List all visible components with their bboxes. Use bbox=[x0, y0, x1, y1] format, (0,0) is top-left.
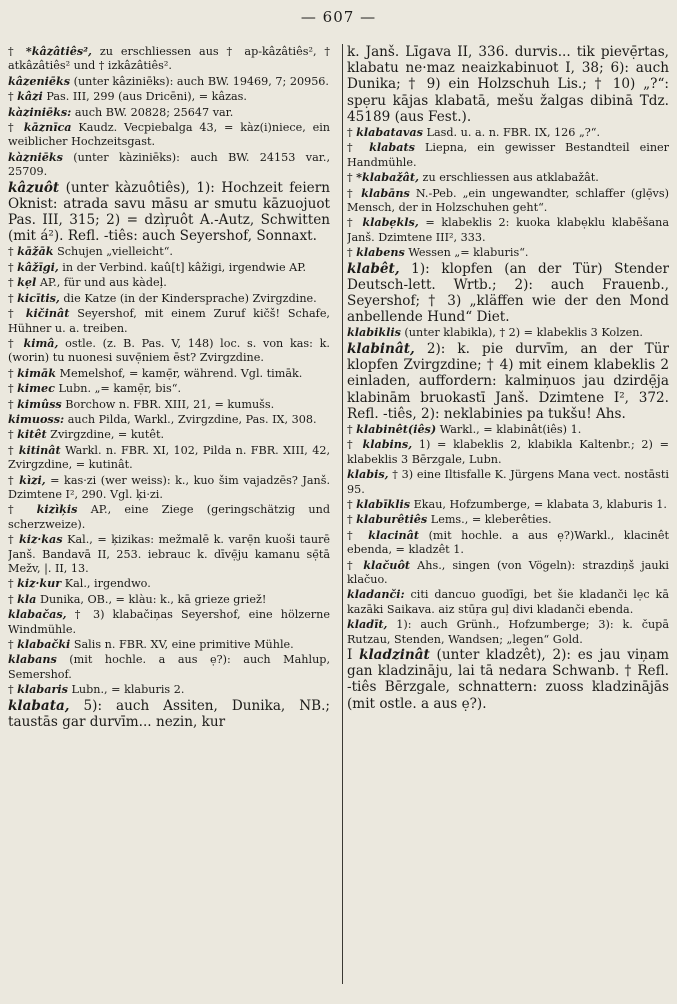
entry-body: † 3) eine Iltisfalle K. Jürgens Mana vect. nostāsti 95. bbox=[347, 468, 669, 496]
dictionary-entry bbox=[347, 528, 669, 558]
entry-body: (unter kâziniēks): auch BW. 19469, 7; 20956. bbox=[70, 74, 329, 88]
entry-marker: † bbox=[347, 246, 357, 260]
entry-marker: † bbox=[8, 45, 26, 58]
entry-headword: kimec bbox=[17, 381, 55, 396]
entry-headword: klabinêt(iês) bbox=[356, 421, 437, 436]
entry-marker: † bbox=[347, 141, 370, 155]
entry-body: (mit hochle. a aus ẹ?)Warkl., klacinêt ebenda, = kladzêt 1. bbox=[347, 528, 669, 557]
entry-body: (unter klabikla), † 2) = klabeklis 3 Kolzen. bbox=[400, 326, 643, 340]
entry-body: N.-Peb. „ein ungewandter, schlaffer (glẹ̄vs) Mensch, der in Holzschuhen geht“. bbox=[347, 186, 669, 215]
entry-headword: klabins, bbox=[362, 437, 413, 452]
entry-body: Ekau, Hofzumberge, = klabata 3, klaburis 1. bbox=[410, 497, 667, 511]
entry-headword: klacinât bbox=[368, 527, 420, 542]
entry-headword: kìzi, bbox=[19, 472, 46, 487]
entry-headword: kladīt, bbox=[347, 617, 388, 632]
entry-headword: kẹl bbox=[17, 275, 37, 290]
entry-headword: kâzuôt bbox=[8, 179, 60, 196]
entry-headword: klabački bbox=[17, 637, 71, 652]
dictionary-entry bbox=[8, 698, 330, 730]
dictionary-entry bbox=[8, 532, 330, 576]
entry-marker: † bbox=[8, 276, 18, 290]
dictionary-entry bbox=[8, 637, 330, 652]
entry-headword: kladzinât bbox=[359, 647, 430, 663]
entry-headword: klabačas, bbox=[8, 607, 67, 622]
entry-body: = kas·zi (wer weiss): k., kuo šim vajadzēs? Janš. Dzimtene I², 290. Vgl. ķi·zi. bbox=[8, 473, 330, 501]
entry-headword: kla bbox=[17, 591, 37, 606]
entry-body: Lubn. „= kamẹ̄r, bis“. bbox=[54, 382, 181, 396]
entry-headword: kâzi bbox=[17, 89, 43, 104]
entry-marker: † bbox=[8, 443, 19, 457]
entry-body: † 3) klabačiņas Seyershof, eine hölzerne Windmühle. bbox=[8, 608, 330, 636]
dictionary-entry bbox=[347, 261, 669, 326]
entry-marker: † bbox=[8, 397, 18, 411]
dictionary-entry bbox=[8, 120, 330, 150]
dictionary-entry bbox=[347, 587, 669, 617]
entry-body: Warkl., = klabinât(iês) 1. bbox=[436, 422, 582, 436]
entry-headword: kàziniēks: bbox=[8, 104, 72, 119]
entry-body: Memelshof, = kamẹ̄r, während. Vgl. timāk. bbox=[56, 366, 303, 380]
entry-headword: kimuoss: bbox=[8, 411, 65, 426]
dictionary-entry bbox=[8, 244, 330, 259]
dictionary-entry bbox=[347, 186, 669, 216]
entry-marker: † bbox=[8, 260, 18, 274]
entry-marker: † bbox=[8, 428, 18, 442]
entry-marker: † bbox=[347, 422, 357, 436]
entry-body: (unter kladzêt), 2): es jau viņam gan kladzināju, lai tā nedara Schwanb. † Refl. -tiês Bērzgale, schnattern: zuoss kladzinājās (mit ostle. a aus ẹ?). bbox=[347, 647, 669, 712]
entry-headword: kimûss bbox=[17, 396, 62, 411]
dictionary-entry bbox=[347, 437, 669, 467]
dictionary-entry bbox=[8, 150, 330, 180]
entry-body: Warkl. n. FBR. XI, 102, Pilda n. FBR. XIII, 42, Zvirgzdine, = kutinât. bbox=[8, 443, 330, 472]
entry-marker: † bbox=[8, 336, 24, 350]
dictionary-entry bbox=[347, 325, 669, 340]
entry-body: Liepna, ein gewisser Bestandteil einer Handmühle. bbox=[347, 141, 669, 169]
entry-marker: † bbox=[347, 216, 363, 230]
dictionary-entry bbox=[8, 275, 330, 290]
entry-headword: klaburêtiês bbox=[356, 512, 428, 527]
dictionary-entry bbox=[347, 140, 669, 170]
dictionary-entry bbox=[8, 502, 330, 532]
dictionary-entry bbox=[347, 558, 669, 588]
entry-body: k. Janš. Līgava II, 336. durvis... tik pievẹ̄rtas, klabatu ne·maz neaizkabinuot I, 38; 6): auch Dunika; † 9) ein Holzschuh Lis.; † 10) „?“: spẹru kājas klabatā, mešu žalgas dibinā Tdz. 45189 (aus Fest.). bbox=[347, 44, 669, 125]
dictionary-entry bbox=[8, 381, 330, 396]
entry-headword: *kâzâtiês², bbox=[25, 44, 92, 58]
dictionary-entry bbox=[347, 215, 669, 245]
dictionary-entry bbox=[8, 652, 330, 682]
entry-marker: † bbox=[347, 186, 362, 200]
column-divider bbox=[342, 44, 343, 984]
dictionary-entry bbox=[8, 336, 330, 366]
entry-body: auch Pilda, Warkl., Zvirgzdine, Pas. IX, 308. bbox=[64, 412, 317, 426]
entry-headword: kāžāk bbox=[17, 244, 54, 259]
dictionary-entry bbox=[347, 512, 669, 527]
entry-body: (unter kàzuôtiês), 1): Hochzeit feiern Oknist: atrada savu māsu ar smutu kāzuojuot Pas. III, 315; 2) = dzìŗuôt A.-Autz, Schwitten (mit á²). Refl. -tiês: auch Seyershof, Sonnaxt. bbox=[8, 179, 330, 245]
entry-marker: † bbox=[8, 121, 24, 135]
dictionary-entry bbox=[347, 125, 669, 140]
entry-body: Schujen „vielleicht“. bbox=[53, 245, 173, 259]
dictionary-entry bbox=[8, 473, 330, 503]
dictionary-entry bbox=[8, 291, 330, 306]
entry-body: Seyershof, mit einem Zuruf kičš! Schafe, Hühner u. a. treiben. bbox=[8, 307, 330, 335]
page-number: — 607 — bbox=[300, 8, 377, 26]
dictionary-entry bbox=[347, 497, 669, 512]
entry-body: Lems., = kleberêties. bbox=[427, 513, 552, 527]
entry-marker: † bbox=[8, 366, 18, 380]
dictionary-entry bbox=[347, 245, 669, 260]
entry-body: Salis n. FBR. XV, eine primitive Mühle. bbox=[70, 638, 294, 652]
dictionary-entry bbox=[8, 443, 330, 473]
entry-headword: klačuôt bbox=[363, 557, 411, 572]
entry-marker: † bbox=[347, 438, 363, 452]
entry-marker: † bbox=[8, 503, 37, 517]
entry-headword: kàzniēks bbox=[8, 149, 63, 164]
dictionary-entry bbox=[347, 422, 669, 437]
dictionary-entry bbox=[8, 105, 330, 120]
dictionary-entry bbox=[8, 74, 330, 89]
entry-headword: klabens bbox=[356, 245, 405, 260]
entry-headword: klabats bbox=[369, 140, 415, 155]
dictionary-entry bbox=[8, 44, 330, 74]
entry-headword: kâzeniēks bbox=[8, 73, 71, 88]
entry-headword: kāznīca bbox=[23, 120, 72, 135]
entry-body: AP., für und aus kàdeļ. bbox=[36, 276, 167, 290]
dictionary-entry bbox=[8, 366, 330, 381]
entry-headword: kiz·kas bbox=[19, 532, 63, 547]
entry-headword: kimāk bbox=[17, 365, 56, 380]
entry-body: 1) = klabeklis 2, klabikla Kaltenbr.; 2) = klabeklis 3 Bērzgale, Lubn. bbox=[347, 438, 669, 466]
left-column bbox=[8, 44, 330, 730]
entry-headword: klabêt, bbox=[347, 260, 400, 277]
dictionary-entry bbox=[8, 607, 330, 637]
dictionary-entry bbox=[8, 412, 330, 427]
dictionary-entry bbox=[347, 341, 669, 422]
entry-marker: † bbox=[8, 291, 18, 305]
entry-body: in der Verbind. kaû[t] kâžigi, irgendwie AP. bbox=[58, 260, 307, 274]
entry-headword: klabinât, bbox=[347, 340, 415, 357]
dictionary-entry bbox=[8, 180, 330, 245]
entry-body: 2): k. pie durvīm, an der Tür klopfen Zvirgzdine; † 4) mit einem klabeklis 2 einladen, auffordern: kalmiņuos jau dzirdẹ̄ja klabinām bruokastī Janš. Dzimtene I², 372. Refl. -tiês, 2): neklabinies pa tukšu! Ahs. bbox=[347, 340, 669, 422]
dictionary-entry bbox=[347, 44, 669, 125]
entry-headword: kičinât bbox=[25, 306, 70, 321]
entry-body: ostle. (z. B. Pas. V, 148) loc. s. von kas: k. (worin) tu nuonesi suvẹ̄niem ēst? Zvirgzdine. bbox=[8, 336, 330, 365]
dictionary-entry bbox=[8, 306, 330, 336]
entry-body: zu erschliessen aus atklabažât. bbox=[419, 171, 599, 185]
dictionary-entry bbox=[347, 647, 669, 712]
entry-headword: klabaris bbox=[17, 682, 68, 697]
entry-body: zu erschliessen aus † ap-kâzâtiês², † atkâzâtiês² und † izkâzâtiês². bbox=[8, 45, 330, 73]
entry-headword: klabiklis bbox=[347, 325, 401, 340]
entry-body: Ahs., singen (von Vögeln): strazdiņš jauki klačuo. bbox=[347, 558, 669, 586]
entry-headword: kitinât bbox=[18, 442, 61, 457]
entry-body: Wessen „= klaburis“. bbox=[404, 246, 529, 260]
dictionary-entry bbox=[347, 467, 669, 497]
entry-marker: † bbox=[8, 533, 20, 547]
entry-marker: † bbox=[8, 592, 18, 606]
entry-headword: klabẹkls, bbox=[362, 215, 419, 230]
entry-body: Borchow n. FBR. XIII, 21, = kumušs. bbox=[61, 397, 275, 411]
entry-headword: klabis, bbox=[347, 467, 389, 482]
entry-headword: kimâ, bbox=[23, 335, 59, 350]
entry-marker: † bbox=[8, 473, 20, 487]
entry-body: auch BW. 20828; 25647 var. bbox=[71, 105, 234, 119]
entry-body: Kal., = ķizikas: mežmalē k. varẹ̄n kuoši taurē Janš. Bandavā II, 253. iebrauc k. dīvẹ̄ju kamanu sẹ̄tā Mežv, |. II, 13. bbox=[8, 533, 330, 575]
entry-headword: kicītis, bbox=[17, 290, 60, 305]
entry-marker: † bbox=[347, 513, 357, 527]
entry-body: Kal., irgendwo. bbox=[61, 577, 151, 591]
entry-headword: kladanči: bbox=[347, 587, 405, 602]
entry-body: 1): klopfen (an der Tür) Stender Deutsch-lett. Wrtb.; 2): auch Frauenb., Seyershof; † 3) „kläffen wie der den Mond anbellende Hund“ Diet. bbox=[347, 260, 669, 326]
entry-headword: kizìķis bbox=[36, 502, 78, 517]
entry-marker: † bbox=[347, 528, 369, 542]
dictionary-entry bbox=[8, 682, 330, 697]
entry-body: die Katze (in der Kindersprache) Zvirgzdine. bbox=[59, 291, 317, 305]
entry-marker: † bbox=[347, 497, 357, 511]
entry-body: Pas. III, 299 (aus Dricēni), = kâzas. bbox=[42, 90, 247, 104]
entry-body: (mit hochle. a aus ẹ?): auch Mahlup, Semershof. bbox=[8, 653, 330, 681]
entry-marker: † bbox=[8, 307, 26, 321]
entry-body: Lubn., = klaburis 2. bbox=[67, 683, 185, 697]
right-column bbox=[347, 44, 669, 730]
entry-headword: *klabažât, bbox=[356, 170, 419, 185]
dictionary-entry bbox=[8, 592, 330, 607]
entry-headword: kitêt bbox=[17, 427, 47, 442]
entry-body: (unter kàziniēks): auch BW. 24153 var., 25709. bbox=[8, 150, 330, 179]
dictionary-entry bbox=[347, 617, 669, 647]
entry-marker: † bbox=[347, 126, 357, 140]
entry-headword: klabīklis bbox=[356, 496, 411, 511]
dictionary-entry bbox=[8, 576, 330, 591]
columns bbox=[8, 44, 669, 730]
entry-body: 5): auch Assiten, Dunika, NB.; taustās gar durvīm... nezin, kur bbox=[8, 697, 330, 730]
dictionary-entry bbox=[8, 89, 330, 104]
entry-body: AP., eine Ziege (geringschätzig und scherzweize). bbox=[8, 503, 330, 531]
entry-marker: † bbox=[8, 382, 18, 396]
entry-body: Lasd. u. a. n. FBR. IX, 126 „?“. bbox=[422, 126, 601, 140]
entry-marker: † bbox=[8, 577, 18, 591]
entry-marker: I bbox=[347, 647, 360, 663]
entry-marker: † bbox=[8, 683, 18, 697]
entry-headword: klabāns bbox=[361, 185, 410, 200]
entry-marker: † bbox=[347, 558, 364, 572]
entry-body: Dunika, OB., = klàu: k., kā grieze griež! bbox=[36, 592, 267, 606]
entry-headword: kâžīgi, bbox=[17, 259, 59, 274]
entry-marker: † bbox=[8, 638, 18, 652]
entry-headword: kiz·kur bbox=[17, 576, 62, 591]
dictionary-entry bbox=[347, 170, 669, 185]
entry-body: 1): auch Grünh., Hofzumberge; 3): k. čupā Rutzau, Stenden, Wandsen; „legen“ Gold. bbox=[347, 618, 669, 646]
entry-marker: † bbox=[8, 245, 18, 259]
dictionary-entry bbox=[8, 427, 330, 442]
entry-headword: klabata, bbox=[8, 697, 70, 714]
dictionary-entry bbox=[8, 397, 330, 412]
dictionary-entry bbox=[8, 260, 330, 275]
entry-body: Zvirgzdine, = kutêt. bbox=[46, 428, 165, 442]
entry-headword: klabatavas bbox=[356, 125, 423, 140]
entry-headword: klabans bbox=[8, 652, 57, 667]
entry-body: citi dancuo guodīgi, bet šie kladanči lẹc kā kazāki Saikava. aiz stūŗa guļ divi kladanči ebenda. bbox=[347, 588, 669, 616]
entry-marker: † bbox=[8, 90, 18, 104]
entry-marker: † bbox=[347, 171, 357, 185]
entry-body: Kaudz. Vecpiebalga 43, = kàz(i)niece, ein weiblicher Hochzeitsgast. bbox=[8, 121, 330, 149]
entry-body: = klabeklis 2: kuoka klabẹklu klabēšana Janš. Dzimtene III², 333. bbox=[347, 216, 669, 244]
